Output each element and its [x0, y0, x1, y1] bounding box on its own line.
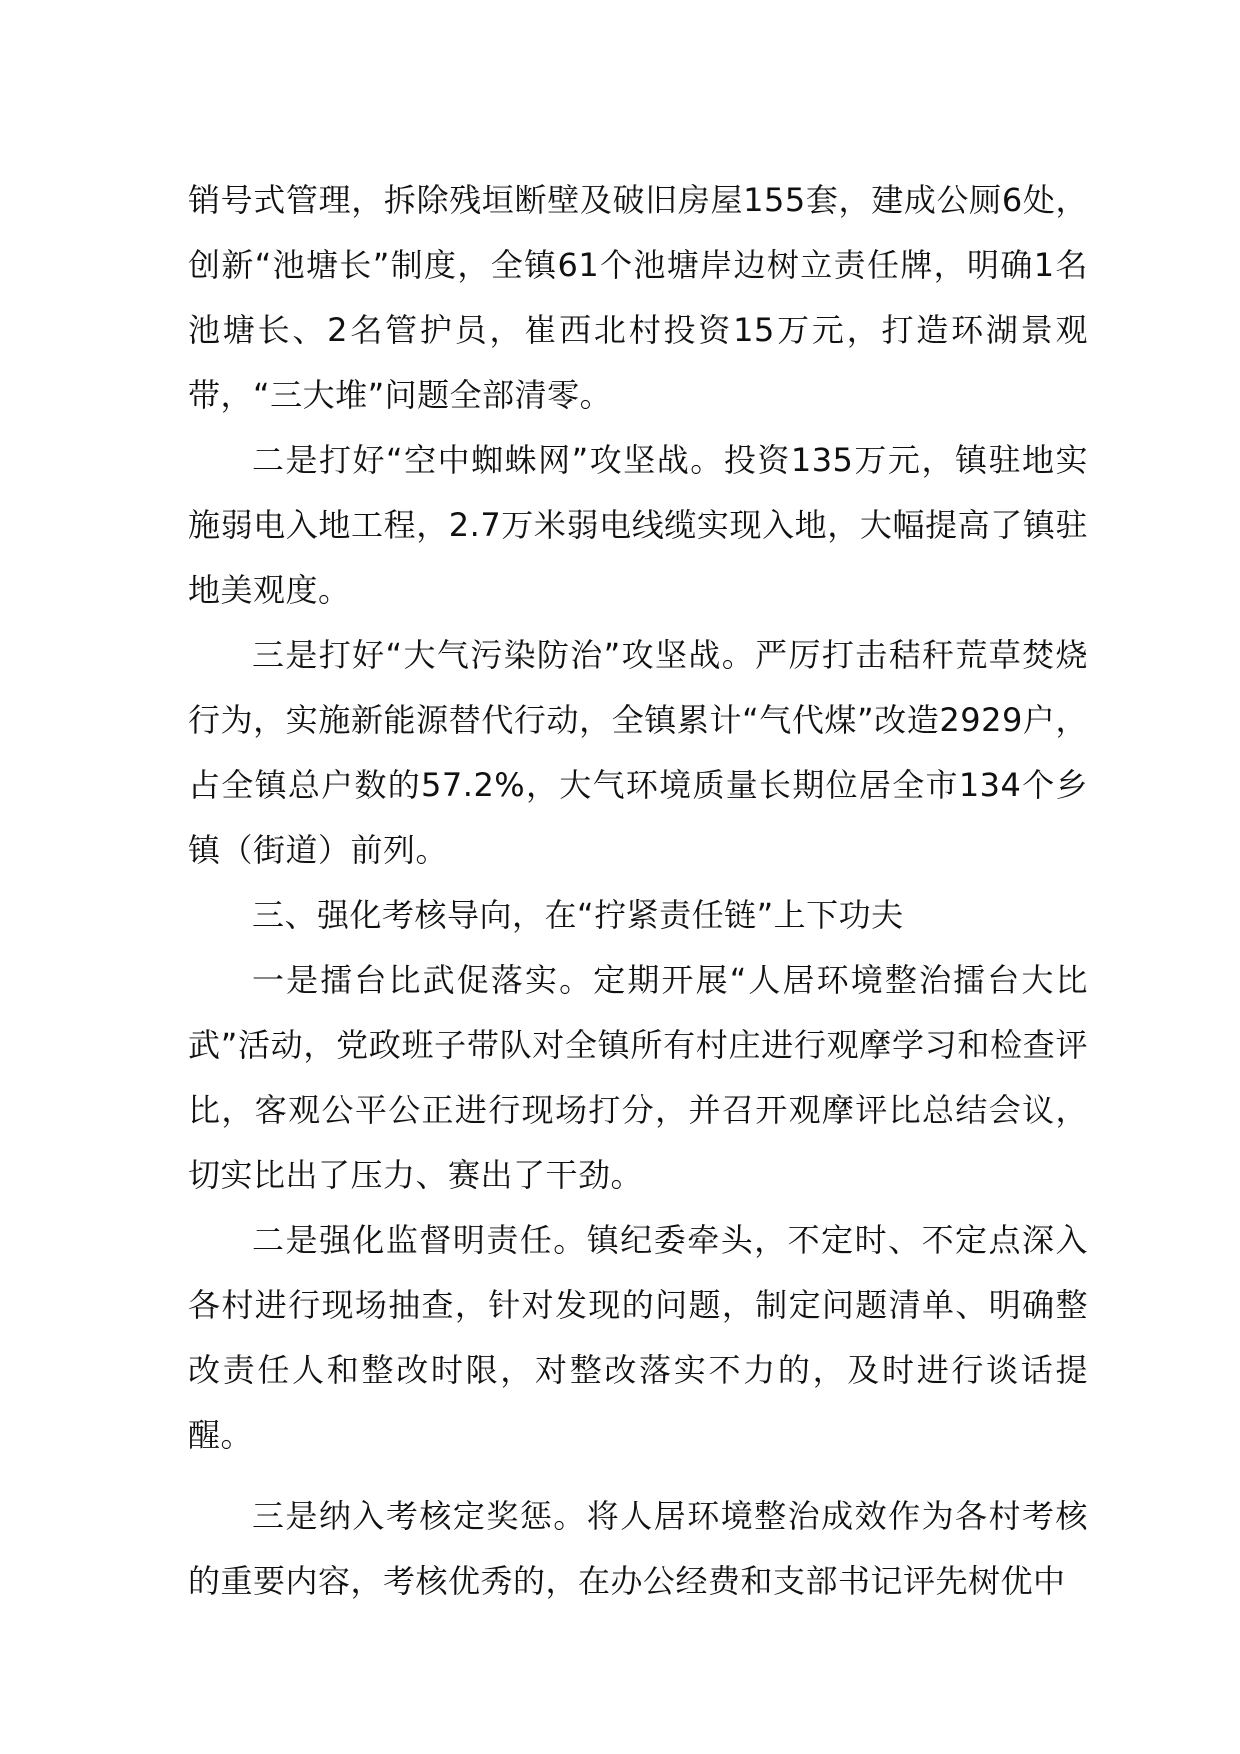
- paragraph-7: 三是纳入考核定奖惩。将人居环境整治成效作为各村考核的重要内容，考核优秀的，在办公经费和支部书记评先树优中: [188, 1497, 1088, 1600]
- paragraph-6: 二是强化监督明责任。镇纪委牵头，不定时、不定点深入各村进行现场抽查，针对发现的问题，制定问题清单、明确整改责任人和整改时限，对整改落实不力的，及时进行谈话提醒。: [188, 1221, 1088, 1454]
- paragraph-3: 三是打好“大气污染防治”攻坚战。严厉打击秸秆荒草焚烧行为，实施新能源替代行动，全镇累计“气代煤”改造2929户，占全镇总户数的57.2%，大气环境质量长期位居全市134个乡镇（街道）前列。: [188, 636, 1088, 869]
- paragraph-2: 二是打好“空中蜘蛛网”攻坚战。投资135万元，镇驻地实施弱电入地工程，2.7万米弱电线缆实现入地，大幅提高了镇驻地美观度。: [188, 441, 1088, 609]
- document-body: [188, 168, 1088, 1614]
- section-heading-3: 三、强化考核导向，在“拧紧责任链”上下功夫: [252, 896, 904, 934]
- paragraph-5: 一是擂台比武促落实。定期开展“人居环境整治擂台大比武”活动，党政班子带队对全镇所有村庄进行观摩学习和检查评比，客观公平公正进行现场打分，并召开观摩评比总结会议，切实比出了压力、赛出了干劲。: [188, 961, 1088, 1194]
- paragraph-1: 销号式管理，拆除残垣断壁及破旧房屋155套，建成公厕6处，创新“池塘长”制度，全镇61个池塘岸边树立责任牌，明确1名池塘长、2名管护员，崔西北村投资15万元，打造环湖景观带，“三大堆”问题全部清零。: [188, 181, 1088, 414]
